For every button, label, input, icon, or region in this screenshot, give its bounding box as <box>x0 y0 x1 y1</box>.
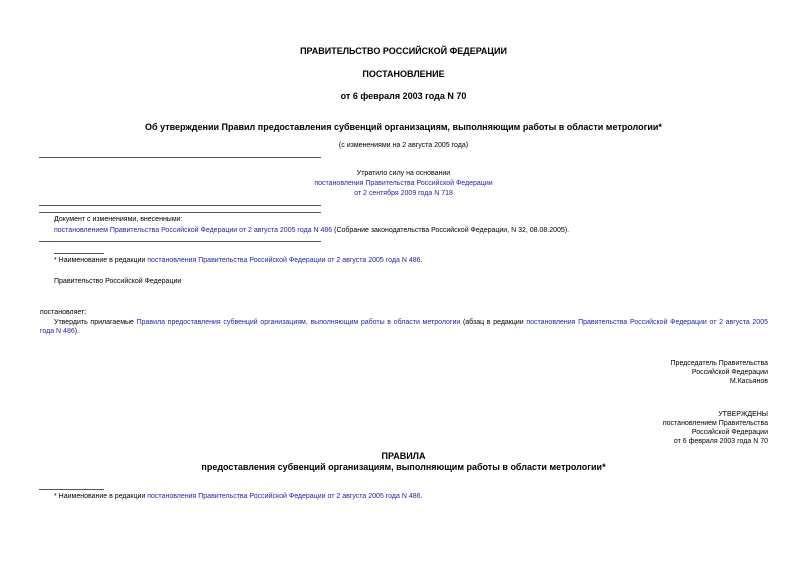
footnote-suffix: . <box>420 493 423 500</box>
amendment-source: (Собрание законодательства Российской Федерации, N 32, 08.08.2005). <box>332 227 570 234</box>
issuer-text: Правительство Российской Федерации <box>54 278 182 285</box>
repeal-decree-date-link[interactable]: от 2 сентября 2009 года N 718 <box>354 190 453 197</box>
rules-link[interactable]: Правила предоставления субвенций организациям, выполняющим работы в области метрологии <box>136 319 461 326</box>
footnote-separator <box>54 253 104 254</box>
rules-subheading: предоставления субвенций организациям, выполняющим работы в области метрологии* <box>201 462 606 472</box>
repeal-decree-link[interactable]: постановления Правительства Российской Федерации <box>314 180 493 187</box>
footnote-suffix: . <box>420 257 423 264</box>
divider-line <box>39 212 321 213</box>
approved-date: от 6 февраля 2003 года N 70 <box>673 438 768 445</box>
amendments-label: Документ с изменениями, внесенными: <box>54 216 183 223</box>
footnote-decree-link[interactable]: постановления Правительства Российской Федерации от 2 августа 2005 года N 486 <box>147 493 421 500</box>
divider-line <box>39 205 321 206</box>
signature-name: М.Касьянов <box>729 378 768 385</box>
signature-org: Российской Федерации <box>691 369 768 376</box>
revision-note: (с изменениями на 2 августа 2005 года) <box>338 142 469 149</box>
footnote-rules-revision <box>54 492 422 501</box>
amendment-decree-link[interactable]: постановлением Правительства Российской Федерации от 2 августа 2005 года N 486 <box>54 227 333 234</box>
footnote-prefix: * Наименование в редакции <box>54 257 148 264</box>
document-date-number: от 6 февраля 2003 года N 70 <box>340 91 467 101</box>
approved-by: постановлением Правительства <box>662 420 768 427</box>
amendments-line <box>54 226 569 235</box>
document-type: ПОСТАНОВЛЕНИЕ <box>362 69 445 79</box>
footnote-decree-link[interactable]: постановления Правительства Российской Федерации от 2 августа 2005 года N 486 <box>147 257 421 264</box>
approved-block <box>663 410 768 446</box>
repeal-note: Утратило силу на основании <box>356 170 451 177</box>
divider-line <box>39 241 321 242</box>
signature-position: Председатель Правительства <box>670 360 768 367</box>
repeal-link-line-1[interactable] <box>0 179 807 188</box>
signature-block <box>671 359 768 386</box>
rules-heading: ПРАВИЛА <box>381 451 426 461</box>
repeal-link-line-2[interactable] <box>0 189 807 198</box>
approved-org: Российской Федерации <box>691 429 768 436</box>
approve-suffix: ). <box>74 328 80 335</box>
document-title: Об утверждении Правил предоставления субвенций организациям, выполняющим работы в области метрологии* <box>145 122 662 132</box>
approve-paragraph <box>40 318 768 336</box>
footnote-prefix: * Наименование в редакции <box>54 493 148 500</box>
divider-line <box>39 157 321 158</box>
footnote-separator <box>39 489 104 490</box>
approve-revision-decree-link[interactable]: постановления Правительства Российской Федерации от 2 августа 2005 года N 486 <box>40 319 768 335</box>
approve-middle: (абзац в редакции <box>460 319 527 326</box>
decrees-text: постановляет: <box>40 309 87 316</box>
approved-heading: УТВЕРЖДЕНЫ <box>718 411 768 418</box>
footnote-title-revision <box>54 256 422 265</box>
approve-prefix: Утвердить прилагаемые <box>54 319 137 326</box>
government-heading: ПРАВИТЕЛЬСТВО РОССИЙСКОЙ ФЕДЕРАЦИИ <box>300 46 507 56</box>
